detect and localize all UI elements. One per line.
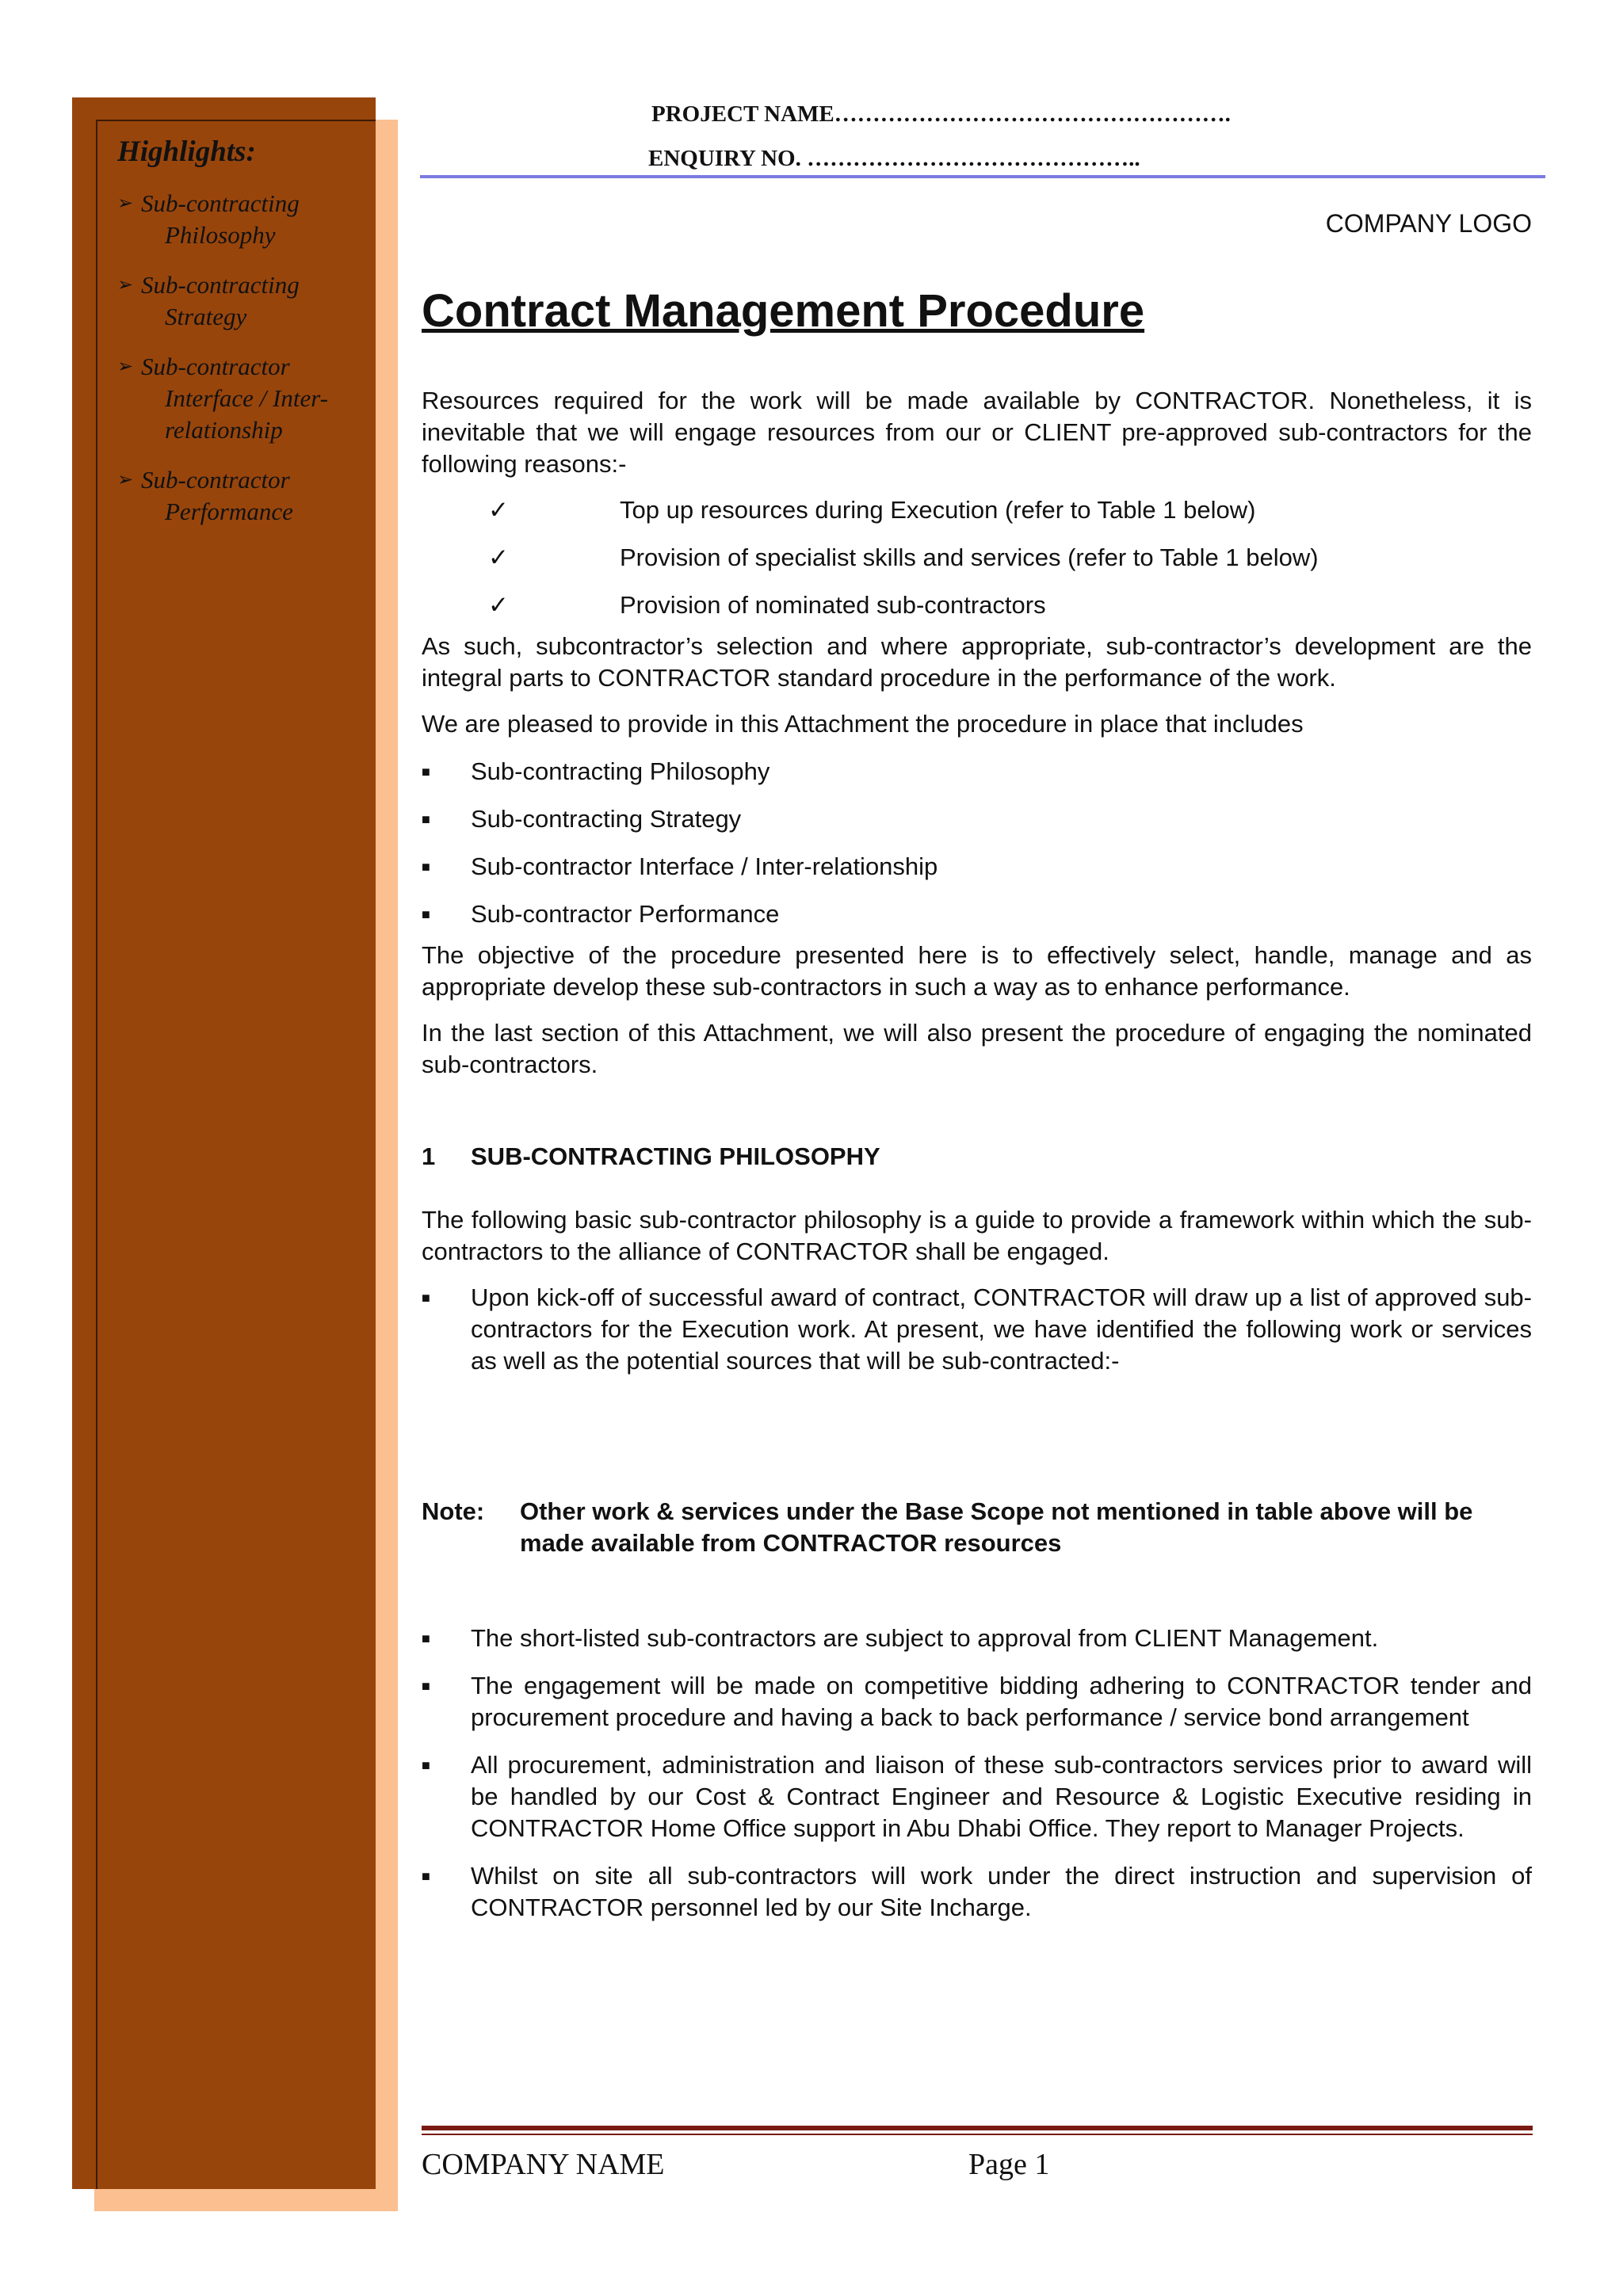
philosophy-list-1 xyxy=(422,1282,1532,1377)
sidebar-list xyxy=(117,188,363,528)
list-item-text: Whilst on site all sub-contractors will work under the direct instruction and supervision of CONTRACTOR personnel led by our Site Incharge. xyxy=(471,1862,1532,1921)
philosophy-list-2 xyxy=(422,1623,1532,1924)
philosophy-intro: The following basic sub-contractor philosophy is a guide to provide a framework within which the sub-contractors to the alliance of CONTRACTOR shall be engaged. xyxy=(422,1206,1532,1265)
arrow-bullet-icon: ➢ xyxy=(117,275,134,296)
list-item-text: Upon kick-off of successful award of contract, CONTRACTOR will draw up a list of approved sub-contractors for the Execution work. At present, we have identified the following work or services as well as the potential sources that will be sub-contracted:- xyxy=(471,1283,1532,1375)
square-bullet-icon: ■ xyxy=(422,811,430,827)
list-item xyxy=(422,756,1532,788)
section-heading xyxy=(422,1141,1532,1173)
note-text: Other work & services under the Base Scope not mentioned in table above will be made available from CONTRACTOR resources xyxy=(520,1497,1473,1557)
sidebar-item-philosophy xyxy=(117,188,363,251)
square-bullet-icon: ■ xyxy=(422,1678,430,1694)
sidebar-item-line: Performance xyxy=(165,498,293,525)
sidebar-item-line: relationship xyxy=(165,416,283,444)
arrow-bullet-icon: ➢ xyxy=(117,357,134,377)
reasons-list xyxy=(422,494,1532,621)
objective-paragraph: The objective of the procedure presented here is to effectively select, handle, manage and as appropriate develop these sub-contractors in such a way as to enhance performance. xyxy=(422,941,1532,1001)
list-item xyxy=(422,1670,1532,1733)
header-divider xyxy=(420,175,1545,178)
sidebar-item-performance xyxy=(117,464,363,528)
note-block xyxy=(422,1496,1532,1559)
list-item xyxy=(422,542,1532,574)
list-item-text: The short-listed sub-contractors are subject to approval from CLIENT Management. xyxy=(471,1624,1379,1652)
check-icon: ✓ xyxy=(488,543,509,571)
list-item-text: Sub-contractor Performance xyxy=(471,900,780,928)
page-number: Page 1 xyxy=(968,2148,1050,2181)
list-item xyxy=(422,803,1532,835)
enquiry-no-field: ENQUIRY NO. …………………………………….. xyxy=(648,146,1140,171)
list-item-text: Provision of specialist skills and services (refer to Table 1 below) xyxy=(620,543,1319,571)
list-item-text: The engagement will be made on competitive bidding adhering to CONTRACTOR tender and procurement procedure and having a back to back performance / service bond arrangement xyxy=(471,1672,1532,1731)
project-name-field: PROJECT NAME……………………………………………. xyxy=(651,101,1231,127)
company-logo-placeholder: COMPANY LOGO xyxy=(1325,209,1532,238)
square-bullet-icon: ■ xyxy=(422,1757,430,1773)
list-item-text: Top up resources during Execution (refer to Table 1 below) xyxy=(620,496,1256,524)
sidebar-item-line: Sub-contracting xyxy=(141,271,300,299)
footer-company-name: COMPANY NAME xyxy=(422,2148,665,2181)
square-bullet-icon: ■ xyxy=(422,1868,430,1884)
list-item-text: Sub-contracting Philosophy xyxy=(471,757,770,785)
sidebar-item-line: Sub-contractor xyxy=(141,353,290,380)
arrow-bullet-icon: ➢ xyxy=(117,470,134,490)
list-item-text: Sub-contracting Strategy xyxy=(471,805,742,833)
list-item-text: Provision of nominated sub-contractors xyxy=(620,591,1046,619)
sidebar-item-line: Sub-contracting xyxy=(141,189,300,217)
arrow-bullet-icon: ➢ xyxy=(117,193,134,214)
section-title: SUB-CONTRACTING PHILOSOPHY xyxy=(471,1142,880,1170)
sidebar-item-line: Strategy xyxy=(165,303,247,330)
square-bullet-icon: ■ xyxy=(422,906,430,922)
sidebar-highlights xyxy=(117,135,363,546)
sidebar-item-strategy xyxy=(117,269,363,333)
list-item xyxy=(422,1860,1532,1924)
list-item-text: All procurement, administration and liaison of these sub-contractors services prior to award will be handled by our Cost & Contract Engineer and Resource & Logistic Executive residing in CONTRACTOR Home Office support in Abu Dhabi Office. They report to Manager Projects. xyxy=(471,1751,1532,1842)
last-section-paragraph: In the last section of this Attachment, we will also present the procedure of engaging the nominated sub-contractors. xyxy=(422,1019,1532,1078)
square-bullet-icon: ■ xyxy=(422,1630,430,1646)
list-item xyxy=(422,851,1532,883)
list-item xyxy=(422,494,1532,526)
list-item xyxy=(422,898,1532,930)
square-bullet-icon: ■ xyxy=(422,1290,430,1306)
list-item xyxy=(422,1749,1532,1844)
footer-divider xyxy=(422,2126,1533,2130)
sidebar-item-line: Sub-contractor xyxy=(141,466,290,494)
list-item xyxy=(422,589,1532,621)
check-icon: ✓ xyxy=(488,591,509,619)
note-label: Note: xyxy=(422,1497,485,1525)
sidebar-item-interface xyxy=(117,351,363,446)
pleased-paragraph: We are pleased to provide in this Attachment the procedure in place that includes xyxy=(422,710,1304,738)
square-bullet-icon: ■ xyxy=(422,764,430,780)
sidebar-item-line: Interface / Inter- xyxy=(165,384,328,412)
check-icon: ✓ xyxy=(488,496,509,524)
sidebar-title: Highlights: xyxy=(117,135,256,168)
list-item xyxy=(422,1282,1532,1377)
sidebar-item-line: Philosophy xyxy=(165,221,276,249)
includes-list xyxy=(422,756,1532,930)
intro-paragraph: Resources required for the work will be made available by CONTRACTOR. Nonetheless, it is inevitable that we will engage resources from our or CLIENT pre-approved sub-contractors for the following reasons:- xyxy=(422,387,1532,478)
footer-divider-thin xyxy=(422,2134,1533,2135)
list-item-text: Sub-contractor Interface / Inter-relationship xyxy=(471,852,938,880)
list-item xyxy=(422,1623,1532,1654)
page-title: Contract Management Procedure xyxy=(422,285,1145,337)
main-content xyxy=(422,284,1532,1939)
selection-paragraph: As such, subcontractor’s selection and where appropriate, sub-contractor’s development are the integral parts to CONTRACTOR standard procedure in the performance of the work. xyxy=(422,632,1532,692)
square-bullet-icon: ■ xyxy=(422,859,430,875)
section-number: 1 xyxy=(422,1142,436,1170)
